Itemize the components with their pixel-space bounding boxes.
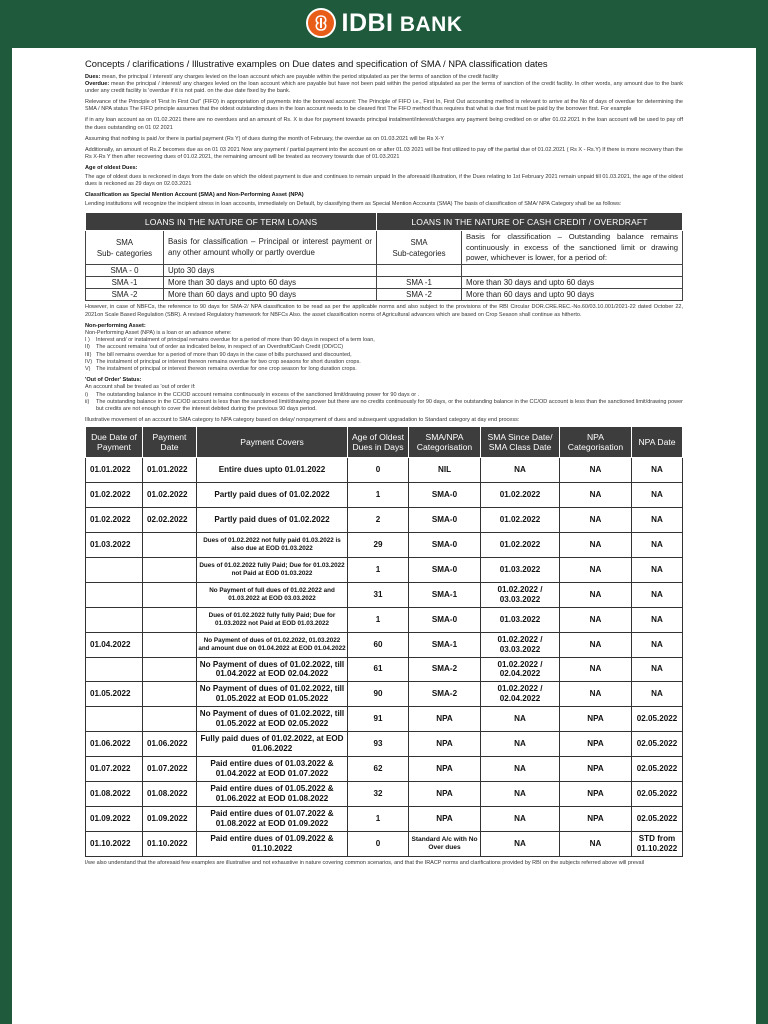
payment-date-cell: 01.01.2022 [143, 457, 197, 482]
table-row [86, 507, 683, 532]
idbi-bank-logo [306, 8, 463, 38]
table-row [86, 457, 683, 482]
npa-date-cell: NA [632, 582, 683, 607]
age-paragraph: The age of oldest dues is reckoned in days from the date on which the oldest payment is due and continues to remain unpaid In the aforesaid illustration, if the Dues relating to 1st February 2021 remain unpaid till 01.03.2021, the age of the oldest dues is reckoned as 29 days on 02.03.2021 [85, 173, 683, 188]
age-cell: 29 [348, 532, 409, 557]
payment-date-cell: 02.02.2022 [143, 507, 197, 532]
payment-date-cell [143, 532, 197, 557]
age-cell: 0 [348, 831, 409, 856]
illustration-header-row [86, 426, 683, 457]
sma-category: SMA -1 [377, 277, 462, 289]
out-of-order-heading: 'Out of Order' Status: [85, 377, 142, 384]
npa-category-cell: NA [560, 632, 632, 657]
sma-since-cell: NA [481, 756, 560, 781]
due-date-cell: 01.03.2022 [86, 532, 143, 557]
npa-list [85, 330, 683, 374]
payment-covers-cell: Dues of 01.02.2022 fully fully Paid; Due for 01.03.2022 not Paid at EOD 01.03.2022 [197, 607, 348, 632]
sma-period [462, 265, 683, 277]
npa-date-cell: 02.05.2022 [632, 706, 683, 731]
dues-definition: Dues: mean, the principal / interest/ any charges levied on the loan account which are payable within the period stipulated as per the terms of sanction of the credit facility [85, 74, 499, 80]
table-row [86, 632, 683, 657]
sma-since-cell: 01.03.2022 [481, 557, 560, 582]
sma-subcat-label-right: SMA Sub-categories [377, 231, 462, 265]
due-date-cell: 01.05.2022 [86, 681, 143, 706]
sma-category-cell: SMA-0 [409, 557, 481, 582]
npa-date-cell: STD from 01.10.2022 [632, 831, 683, 856]
sma-since-cell: 01.02.2022 / 03.03.2022 [481, 632, 560, 657]
age-cell: 90 [348, 681, 409, 706]
payment-date-cell: 01.08.2022 [143, 781, 197, 806]
npa-category-cell: NA [560, 831, 632, 856]
npa-category-cell: NA [560, 457, 632, 482]
sma-since-cell: 01.02.2022 [481, 507, 560, 532]
out-of-order-intro: An account shall be treated as 'out of order if: [85, 384, 196, 391]
payment-date-cell [143, 582, 197, 607]
sma-category-cell: SMA-0 [409, 532, 481, 557]
sma-category-cell: Standard A/c with No Over dues [409, 831, 481, 856]
payment-date-cell [143, 607, 197, 632]
npa-category-cell: NPA [560, 756, 632, 781]
age-cell: 1 [348, 557, 409, 582]
npa-category-cell: NA [560, 532, 632, 557]
npa-date-cell: NA [632, 457, 683, 482]
sma-since-cell: 01.02.2022 / 03.03.2022 [481, 582, 560, 607]
payment-covers-cell: No Payment of dues of 01.02.2022, till 01.05.2022 at EOD 02.05.2022 [197, 706, 348, 731]
basis-left: Basis for classification – Principal or interest payment or any other amount wholly or partly overdue [164, 231, 377, 265]
table-row [86, 831, 683, 856]
payment-covers-cell: Partly paid dues of 01.02.2022 [197, 482, 348, 507]
sma-since-cell: NA [481, 731, 560, 756]
age-heading: Age of oldest Dues: [85, 164, 138, 171]
table-row [86, 806, 683, 831]
sma-period: More than 60 days and upto 90 days [164, 289, 377, 301]
basis-right: Basis for classification – Outstanding balance remains continuously in excess of the sanctioned limit or drawing power, whichever is lower, for a period of: [462, 231, 683, 265]
npa-category-cell: NA [560, 607, 632, 632]
npa-date-cell: NA [632, 607, 683, 632]
npa-category-cell: NA [560, 681, 632, 706]
brand-name: IDBI BANK [341, 8, 463, 37]
npa-date-cell: 02.05.2022 [632, 731, 683, 756]
col-payment-date: Payment Date [143, 426, 197, 457]
list-item: ii) The outstanding balance in the CC/OD account is less than the sanctioned limit/drawing power but there are no credits continuously for 90 days, or the outstanding balance in the CC/OD account is less than the sanctioned limit/drawing power but credits are not enough to cover the interest debited during the previous 90 days period. [85, 399, 683, 413]
payment-covers-cell: Dues of 01.02.2022 fully Paid; Due for 01.03.2022 not Paid at EOD 01.03.2022 [197, 557, 348, 582]
payment-date-cell: 01.09.2022 [143, 806, 197, 831]
col-due-date: Due Date of Payment [86, 426, 143, 457]
nbfc-paragraph: However, in case of NBFCs, the reference to 90 days for SMA-2/ NPA classification to be read as per the applicable norms and also subject to the provisions of the RBI Circular DOR.CRE.REC.-No.60/03.10.001/2021-22 dated October 22, 2021on Scale Based Regulation (SBR). A revised Regulatory framework for NBFCs Also. the asset classification norms of Agricultural advances which are based on Crop Season shall continue as hitherto. [85, 304, 683, 318]
list-item: II) The account remains 'out of order as indicated below, in respect of an Overdraft/Cash Credit (OD/CC) [85, 344, 344, 351]
col-npa-date: NPA Date [632, 426, 683, 457]
example-paragraph-3: Additionally, an amount of Rs.Z becomes due as on 01 03 2021 Now any payment / partial payment into the account on or after 01.03 2021 will be first utilized to pay off the partial due of 01.02.2021 ( Rs X - Rs.Y) If there is more recovery than the Rs X-Rs Y then after recovering dues of 01.02.2021, the remaining amount will be treated as recovery towards due of 01.03.2021 [85, 146, 683, 160]
sma-since-cell: NA [481, 457, 560, 482]
sma-category-cell: SMA-0 [409, 507, 481, 532]
npa-date-cell: 02.05.2022 [632, 806, 683, 831]
age-cell: 60 [348, 632, 409, 657]
table-row [86, 706, 683, 731]
list-item: III) The bill remains overdue for a period of more than 90 days in the case of bills purchased and discounted, [85, 351, 352, 358]
payment-covers-cell: Paid entire dues of 01.09.2022 & 01.10.2022 [197, 831, 348, 856]
document-title: Concepts / clarifications / Illustrative examples on Due dates and specification of SMA / NPA classification dates [85, 58, 548, 69]
sma-since-cell: NA [481, 831, 560, 856]
npa-date-cell: NA [632, 632, 683, 657]
term-loans-header: LOANS IN THE NATURE OF TERM LOANS [86, 213, 377, 231]
sma-period: Upto 30 days [164, 265, 377, 277]
sma-period: More than 30 days and upto 60 days [164, 277, 377, 289]
npa-category-cell: NA [560, 657, 632, 681]
payment-date-cell: 01.10.2022 [143, 831, 197, 856]
document-page [12, 48, 756, 1024]
table-row [86, 781, 683, 806]
payment-date-cell [143, 681, 197, 706]
cash-credit-header: LOANS IN THE NATURE OF CASH CREDIT / OVERDRAFT [377, 213, 683, 231]
payment-date-cell [143, 557, 197, 582]
payment-date-cell: 01.07.2022 [143, 756, 197, 781]
due-date-cell: 01.04.2022 [86, 632, 143, 657]
due-date-cell: 01.06.2022 [86, 731, 143, 756]
page-header [0, 0, 768, 46]
classification-paragraph: Lending institutions will recognize the incipient stress in loan accounts, immediately on Default, by classifying them as Special Mention Accounts (SMA) The basis of classification of SMA/ NPA Category shall be as follows: [85, 201, 622, 208]
list-item: V) The instalment of principal or interest thereon remains overdue for one crop season for long duration crops. [85, 366, 357, 373]
sma-category-cell: NPA [409, 756, 481, 781]
payment-date-cell: 01.06.2022 [143, 731, 197, 756]
example-paragraph-2: Assuming that nothing is paid /or there is partial payment (Rs Y) of dues during the month of February, the overdue as on 01.03.2021 will be Rs X-Y [85, 135, 445, 142]
table-row [86, 756, 683, 781]
payment-date-cell [143, 657, 197, 681]
payment-covers-cell: Paid entire dues of 01.03.2022 & 01.04.2022 at EOD 01.07.2022 [197, 756, 348, 781]
due-date-cell: 01.10.2022 [86, 831, 143, 856]
sma-category-cell: NPA [409, 806, 481, 831]
classification-table [85, 212, 683, 301]
table-row [86, 607, 683, 632]
age-cell: 1 [348, 482, 409, 507]
sma-category-cell: SMA-0 [409, 607, 481, 632]
payment-covers-cell: No Payment of dues of 01.02.2022, till 01.04.2022 at EOD 02.04.2022 [197, 657, 348, 681]
due-date-cell [86, 557, 143, 582]
idbi-logo-icon [306, 8, 336, 38]
npa-heading: Non-performing Asset: [85, 322, 146, 329]
npa-date-cell: NA [632, 681, 683, 706]
payment-covers-cell: Fully paid dues of 01.02.2022, at EOD 01.06.2022 [197, 731, 348, 756]
sma-category-cell: SMA-1 [409, 632, 481, 657]
due-date-cell [86, 657, 143, 681]
due-date-cell: 01.09.2022 [86, 806, 143, 831]
due-date-cell: 01.02.2022 [86, 482, 143, 507]
table-row [86, 557, 683, 582]
npa-category-cell: NA [560, 557, 632, 582]
npa-date-cell: NA [632, 657, 683, 681]
sma-category-cell: NPA [409, 781, 481, 806]
table-row [86, 681, 683, 706]
npa-category-cell: NPA [560, 731, 632, 756]
list-item: i) The outstanding balance in the CC/OD account remains continuously in excess of the sanctioned limit/drawing power for 90 days or . [85, 391, 420, 398]
npa-date-cell: NA [632, 532, 683, 557]
list-item: I ) Interest and/ or instalment of principal remains overdue for a period of more than 90 days in respect of a term loan, [85, 336, 375, 343]
npa-category-cell: NA [560, 582, 632, 607]
payment-covers-cell: No Payment of dues of 01.02.2022, till 01.05.2022 at EOD 01.05.2022 [197, 681, 348, 706]
col-npa-categorisation: NPA Categorisation [560, 426, 632, 457]
sma-category-cell: SMA-2 [409, 681, 481, 706]
due-date-cell [86, 607, 143, 632]
cls-row [86, 289, 683, 301]
age-cell: 1 [348, 607, 409, 632]
fifo-paragraph: Relevance of the Principle of 'First In First Out" (FIFO) in appropriation of payments into the borrowal account: The Principle of FIFO i.e., First In, First Out accounting method is relevant to arrive at the No of days of overdue for determining the SMA / NPA status The FIFO principle assumes that the oldest outstanding dues in the loan account needs to be cleared first The FIFO method thus requires that what is due first must be paid by the borrower first. For example [85, 99, 683, 113]
due-date-cell [86, 706, 143, 731]
payment-covers-cell: Paid entire dues of 01.05.2022 & 01.06.2022 at EOD 01.08.2022 [197, 781, 348, 806]
sma-since-cell: NA [481, 806, 560, 831]
sma-since-cell: NA [481, 781, 560, 806]
payment-covers-cell: Partly paid dues of 01.02.2022 [197, 507, 348, 532]
classification-heading: Classification as Special Mention Account (SMA) and Non-Performing Asset (NPA) [85, 192, 304, 199]
out-of-order-list [85, 384, 683, 413]
sma-since-cell: NA [481, 706, 560, 731]
sma-since-cell: 01.02.2022 [481, 482, 560, 507]
example-paragraph-1: if in any loan account as on 01.02.2021 there are no overdues and an amount of Rs. X is due for payment towards principal instalment/interest/charges any payment being credited on or after 01.02.2021 in the loan account will be used to pay off the dues outstanding on 01 02 2021 [85, 117, 683, 131]
payment-date-cell [143, 632, 197, 657]
npa-date-cell: NA [632, 557, 683, 582]
npa-date-cell: 02.05.2022 [632, 756, 683, 781]
table-row [86, 582, 683, 607]
illustration-table [85, 426, 683, 857]
npa-category-cell: NPA [560, 806, 632, 831]
sma-since-cell: 01.02.2022 / 02.04.2022 [481, 681, 560, 706]
npa-category-cell: NPA [560, 781, 632, 806]
payment-date-cell [143, 706, 197, 731]
payment-covers-cell: Paid entire dues of 01.07.2022 & 01.08.2022 at EOD 01.09.2022 [197, 806, 348, 831]
sma-period: More than 30 days and upto 60 days [462, 277, 683, 289]
col-sma-npa-categorisation: SMA/NPA Categorisation [409, 426, 481, 457]
payment-covers-cell: Dues of 01.02.2022 not fully paid 01.03.2022 is also due at EOD 01.03.2022 [197, 532, 348, 557]
npa-intro: Non-Performing Asset (NPA) is a loan or an advance where: [85, 329, 232, 336]
sma-period: More than 60 days and upto 90 days [462, 289, 683, 301]
sma-since-cell: 01.03.2022 [481, 607, 560, 632]
sma-category-cell: SMA-1 [409, 582, 481, 607]
sma-since-cell: 01.02.2022 / 02.04.2022 [481, 657, 560, 681]
cls-row [86, 265, 683, 277]
sma-category-cell: SMA-0 [409, 482, 481, 507]
col-sma-since-date: SMA Since Date/ SMA Class Date [481, 426, 560, 457]
due-date-cell: 01.01.2022 [86, 457, 143, 482]
sma-category: SMA -1 [86, 277, 164, 289]
age-cell: 62 [348, 756, 409, 781]
illustration-intro: Illustrative movement of an account to SMA category to NPA category based on delay/ nonpayment of dues and subsequent upgradation to Standard category at day end process: [85, 416, 520, 423]
payment-covers-cell: No Payment of full dues of 01.02.2022 and 01.03.2022 at EOD 03.03.2022 [197, 582, 348, 607]
age-cell: 2 [348, 507, 409, 532]
table-row [86, 532, 683, 557]
table-row [86, 482, 683, 507]
col-age-oldest-dues: Age of Oldest Dues in Days [348, 426, 409, 457]
sma-category-cell: SMA-2 [409, 657, 481, 681]
col-payment-covers: Payment Covers [197, 426, 348, 457]
age-cell: 31 [348, 582, 409, 607]
sma-category: SMA - 0 [86, 265, 164, 277]
sma-category: SMA -2 [86, 289, 164, 301]
due-date-cell: 01.08.2022 [86, 781, 143, 806]
overdue-definition: Overdue: mean the principal / interest/ any charges levied on the loan account which are payable but have not been paid within the period stipulated as per the terms of sanction of the credit facility. In other words, any amount due to the bank under any credit facility is 'overdue if it is not paid. on the due date fixed by the bank. [85, 81, 683, 95]
sma-since-cell: 01.02.2022 [481, 532, 560, 557]
age-cell: 61 [348, 657, 409, 681]
sma-category [377, 265, 462, 277]
npa-category-cell: NPA [560, 706, 632, 731]
npa-date-cell: NA [632, 482, 683, 507]
npa-category-cell: NA [560, 507, 632, 532]
sma-category-cell: NPA [409, 706, 481, 731]
table-row [86, 657, 683, 681]
age-cell: 0 [348, 457, 409, 482]
due-date-cell: 01.07.2022 [86, 756, 143, 781]
sma-category: SMA -2 [377, 289, 462, 301]
age-cell: 1 [348, 806, 409, 831]
payment-covers-cell: No Payment of dues of 01.02.2022, 01.03.2022 and amount due on 01.04.2022 at EOD 01.04.2022 [197, 632, 348, 657]
age-cell: 91 [348, 706, 409, 731]
npa-date-cell: NA [632, 507, 683, 532]
sma-subcat-label-left: SMA Sub- categories [86, 231, 164, 265]
age-cell: 93 [348, 731, 409, 756]
due-date-cell [86, 582, 143, 607]
sma-category-cell: NIL [409, 457, 481, 482]
footer-note: I/we also understand that the aforesaid few examples are illustrative and not exhaustive in nature covering common scenarios, and that the IRACP norms and clarifications provided by RBI on the subjects referred above will prevail [85, 859, 645, 866]
table-row [86, 731, 683, 756]
list-item: IV) The instalment of principal or interest thereon remains overdue for two crop seasons for short duration crops. [85, 358, 361, 365]
sma-category-cell: NPA [409, 731, 481, 756]
npa-date-cell: 02.05.2022 [632, 781, 683, 806]
npa-category-cell: NA [560, 482, 632, 507]
cls-row [86, 277, 683, 289]
age-cell: 32 [348, 781, 409, 806]
due-date-cell: 01.02.2022 [86, 507, 143, 532]
payment-covers-cell: Entire dues upto 01.01.2022 [197, 457, 348, 482]
payment-date-cell: 01.02.2022 [143, 482, 197, 507]
